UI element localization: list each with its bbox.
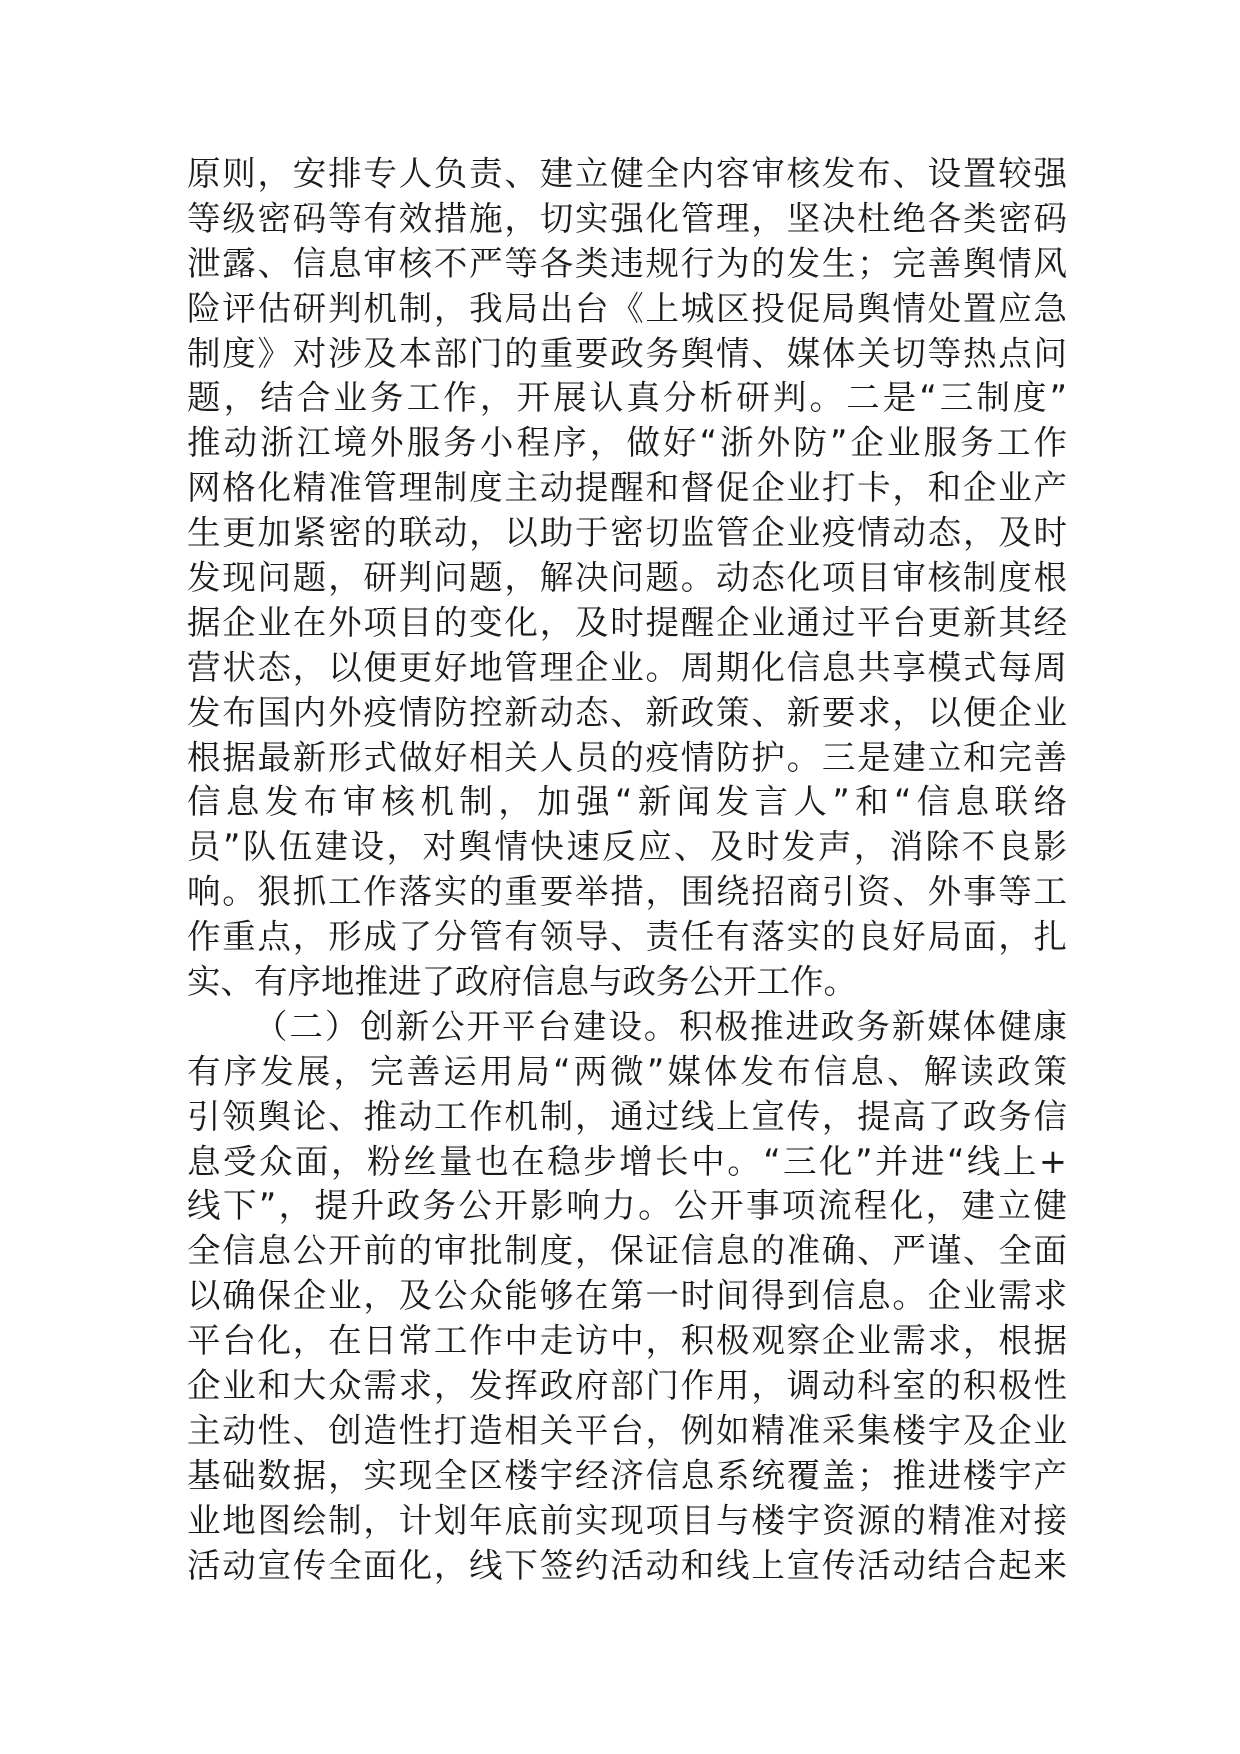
text-line: 线下”，提升政务公开影响力。公开事项流程化，建立健 — [187, 1186, 1067, 1226]
text-line: 企业和大众需求，发挥政府部门作用，调动科室的积极性 — [187, 1366, 1067, 1406]
text-line: 泄露、信息审核不严等各类违规行为的发生；完善舆情风 — [187, 243, 1067, 283]
text-line: 以确保企业，及公众能够在第一时间得到信息。企业需求 — [187, 1276, 1067, 1316]
text-line: 险评估研判机制，我局出台《上城区投促局舆情处置应急 — [187, 288, 1067, 328]
text-line: 全信息公开前的审批制度，保证信息的准确、严谨、全面 — [187, 1231, 1067, 1271]
text-line: 基础数据，实现全区楼宇经济信息系统覆盖；推进楼宇产 — [187, 1455, 1067, 1495]
text-line: 根据最新形式做好相关人员的疫情防护。三是建立和完善 — [187, 737, 1067, 777]
text-line: 等级密码等有效措施，切实强化管理，坚决杜绝各类密码 — [187, 198, 1067, 238]
text-line: 息受众面，粉丝量也在稳步增长中。“三化”并进“线上+ — [187, 1141, 1067, 1181]
text-line: 员”队伍建设，对舆情快速反应、及时发声，消除不良影 — [187, 827, 1067, 867]
text-line: 活动宣传全面化，线下签约活动和线上宣传活动结合起来 — [187, 1545, 1067, 1585]
text-line: 制度》对涉及本部门的重要政务舆情、媒体关切等热点问 — [187, 333, 1067, 373]
text-line: 生更加紧密的联动，以助于密切监管企业疫情动态，及时 — [187, 513, 1067, 553]
text-line: 发布国内外疫情防控新动态、新政策、新要求，以便企业 — [187, 692, 1067, 732]
text-line: 题，结合业务工作，开展认真分析研判。二是“三制度” — [187, 378, 1067, 418]
body-text — [187, 152, 1067, 1589]
text-line: 引领舆论、推动工作机制，通过线上宣传，提高了政务信 — [187, 1096, 1067, 1136]
text-line: 据企业在外项目的变化，及时提醒企业通过平台更新其经 — [187, 602, 1067, 642]
text-line: 作重点，形成了分管有领导、责任有落实的良好局面，扎 — [187, 917, 1067, 957]
text-line: 响。狠抓工作落实的重要举措，围绕招商引资、外事等工 — [187, 872, 1067, 912]
text-line: 网格化精准管理制度主动提醒和督促企业打卡，和企业产 — [187, 468, 1067, 508]
section-heading-line: （二）创新公开平台建设。积极推进政务新媒体健康 — [254, 1006, 1067, 1046]
text-line: 发现问题，研判问题，解决问题。动态化项目审核制度根 — [187, 558, 1067, 598]
text-line: 有序发展，完善运用局“两微”媒体发布信息、解读政策 — [187, 1051, 1067, 1091]
text-line: 实、有序地推进了政府信息与政务公开工作。 — [187, 962, 857, 1002]
text-line: 推动浙江境外服务小程序，做好“浙外防”企业服务工作 — [187, 423, 1067, 463]
text-line: 业地图绘制，计划年底前实现项目与楼宇资源的精准对接 — [187, 1500, 1067, 1540]
text-line: 平台化，在日常工作中走访中，积极观察企业需求，根据 — [187, 1321, 1067, 1361]
text-line: 主动性、创造性打造相关平台，例如精准采集楼宇及企业 — [187, 1410, 1067, 1450]
text-line: 原则，安排专人负责、建立健全内容审核发布、设置较强 — [187, 154, 1067, 193]
text-line: 营状态，以便更好地管理企业。周期化信息共享模式每周 — [187, 647, 1067, 687]
text-line: 信息发布审核机制，加强“新闻发言人”和“信息联络 — [187, 782, 1067, 822]
